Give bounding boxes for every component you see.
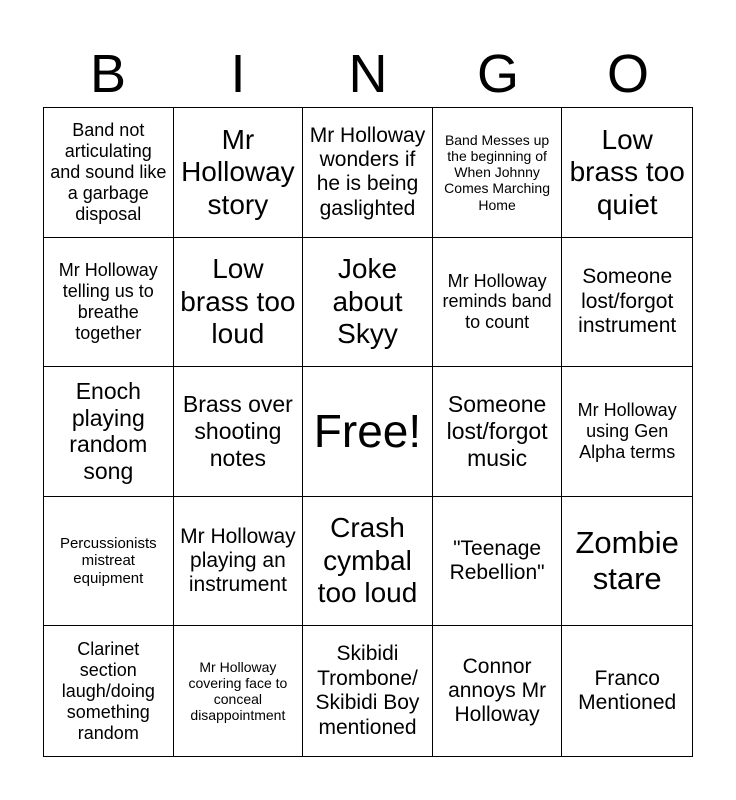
bingo-board bbox=[43, 107, 693, 757]
bingo-cell-2-4[interactable] bbox=[433, 238, 563, 368]
cell-text: Brass over shooting notes bbox=[182, 391, 293, 471]
bingo-cell-5-2[interactable] bbox=[174, 626, 304, 756]
bingo-cell-4-3[interactable] bbox=[303, 497, 433, 627]
cell-text: Skibidi Trombone/ Skibidi Boy mentioned bbox=[315, 642, 420, 739]
bingo-cell-5-3[interactable] bbox=[303, 626, 433, 756]
cell-text: Percussionists mistreat equipment bbox=[59, 535, 157, 587]
cell-text: Someone lost/forgot instrument bbox=[578, 265, 677, 338]
cell-text: Mr Holloway story bbox=[181, 123, 295, 220]
bingo-cell-1-2[interactable] bbox=[174, 108, 304, 238]
bingo-cell-5-1[interactable] bbox=[44, 626, 174, 756]
bingo-cell-5-4[interactable] bbox=[433, 626, 563, 756]
header-letter-n: N bbox=[348, 44, 388, 104]
cell-text: Clarinet section laugh/doing something random bbox=[61, 639, 155, 743]
bingo-cell-5-5[interactable] bbox=[562, 626, 692, 756]
bingo-cell-2-2[interactable] bbox=[174, 238, 304, 368]
cell-text: Mr Holloway telling us to breathe together bbox=[58, 260, 158, 343]
cell-text: Enoch playing random song bbox=[69, 378, 148, 485]
cell-text: Mr Holloway covering face to conceal disappointment bbox=[188, 658, 288, 724]
bingo-cell-1-1[interactable] bbox=[44, 108, 174, 238]
cell-text: "Teenage Rebellion" bbox=[449, 536, 545, 585]
cell-text: Crash cymbal too loud bbox=[317, 512, 418, 609]
cell-text: Band Messes up the beginning of When Johnny Comes Marching Home bbox=[444, 131, 550, 213]
cell-text: Connor annoys Mr Holloway bbox=[448, 654, 547, 727]
bingo-cell-3-4[interactable] bbox=[433, 367, 563, 497]
cell-text: Someone lost/forgot music bbox=[446, 391, 548, 471]
bingo-cell-2-1[interactable] bbox=[44, 238, 174, 368]
cell-text: Zombie stare bbox=[575, 525, 679, 597]
bingo-cell-1-4[interactable] bbox=[433, 108, 563, 238]
bingo-header bbox=[43, 40, 693, 108]
cell-text: Band not articulating and sound like a garbage disposal bbox=[50, 120, 167, 224]
cell-text: Mr Holloway wonders if he is being gaslighted bbox=[309, 123, 426, 220]
bingo-cell-1-3[interactable] bbox=[303, 108, 433, 238]
bingo-cell-4-1[interactable] bbox=[44, 497, 174, 627]
cell-text: Mr Holloway using Gen Alpha terms bbox=[577, 400, 677, 462]
bingo-cell-2-3[interactable] bbox=[303, 238, 433, 368]
bingo-cell-2-5[interactable] bbox=[562, 238, 692, 368]
cell-text: Franco Mentioned bbox=[578, 666, 677, 715]
bingo-cell-3-2[interactable] bbox=[174, 367, 304, 497]
bingo-cell-4-5[interactable] bbox=[562, 497, 692, 627]
header-letter-b: B bbox=[89, 44, 127, 104]
bingo-cell-4-2[interactable] bbox=[174, 497, 304, 627]
header-letter-o: O bbox=[606, 44, 649, 104]
cell-text: Free! bbox=[313, 404, 422, 457]
bingo-cell-1-5[interactable] bbox=[562, 108, 692, 238]
cell-text: Mr Holloway playing an instrument bbox=[180, 524, 296, 597]
cell-text: Low brass too quiet bbox=[569, 123, 685, 220]
header-letter-g: G bbox=[476, 44, 519, 104]
bingo-cell-free[interactable] bbox=[303, 367, 433, 497]
bingo-cell-4-4[interactable] bbox=[433, 497, 563, 627]
cell-text: Joke about Skyy bbox=[332, 253, 403, 350]
cell-text: Mr Holloway reminds band to count bbox=[442, 270, 552, 333]
cell-text: Low brass too loud bbox=[180, 253, 296, 350]
bingo-cell-3-1[interactable] bbox=[44, 367, 174, 497]
bingo-cell-3-5[interactable] bbox=[562, 367, 692, 497]
header-letter-i: I bbox=[230, 44, 246, 104]
